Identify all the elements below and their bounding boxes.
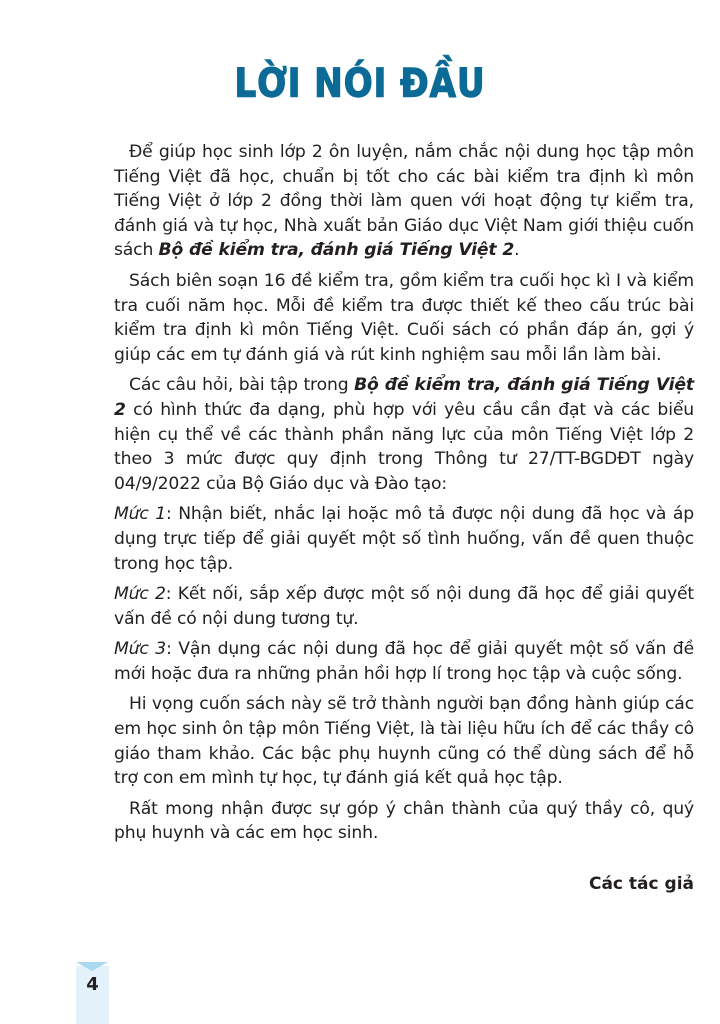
paragraph-hope: Hi vọng cuốn sách này sẽ trở thành người bạn đồng hành giúp các em học sinh ôn tập môn Tiếng Việt, là tài liệu hữu ích để các thầy cô giáo tham khảo. Các bậc phụ huynh cũng có thể dùng sách để hỗ trợ con em mình tự học, tự đánh giá kết quả học tập. <box>114 694 694 789</box>
level-3 <box>114 637 694 686</box>
page-title: LỜI NÓI ĐẦU <box>234 61 486 107</box>
level-label: Mức 2 <box>114 584 166 605</box>
book-title-emphasis: Bộ đề kiểm tra, đánh giá Tiếng Việt 2 <box>158 240 515 261</box>
level-text: : Kết nối, sắp xếp được một số nội dung đã học để giải quyết vấn đề có nội dung tương tự. <box>114 584 694 629</box>
level-1 <box>114 502 694 576</box>
level-text: : Nhận biết, nhắc lại hoặc mô tả được nội dung đã học và áp dụng trực tiếp để giải quyết một số tình huống, vấn đề quen thuộc trong học tập. <box>114 504 694 574</box>
page-number: 4 <box>86 974 99 995</box>
level-2 <box>114 582 694 631</box>
paragraph-text: Để giúp học sinh lớp 2 ôn luyện, nắm chắc nội dung học tập môn Tiếng Việt đã học, chuẩn bị tốt cho các bài kiểm tra định kì môn Tiếng Việt ở lớp 2 đồng thời làm quen với hoạt động tự kiểm tra, đánh giá và tự học, Nhà xuất bản Giáo dục Việt Nam giới thiệu cuốn sách <box>114 142 694 261</box>
paragraph-text: Các câu hỏi, bài tập trong <box>129 375 355 396</box>
paragraph-text: . <box>514 240 520 261</box>
paragraph-questions <box>114 373 694 496</box>
book-title-emphasis: Bộ đề kiểm tra, đánh giá Tiếng Việt 2 <box>114 375 694 420</box>
paragraph-text: có hình thức đa dạng, phù hợp với yêu cầu cần đạt và các biểu hiện cụ thể về các thành phần năng lực của môn Tiếng Việt lớp 2 theo 3 mức được quy định trong Thông tư 27/TT-BGDĐT ngày 04/9/2022 của Bộ Giáo dục và Đào tạo: <box>114 399 694 494</box>
paragraph-contents: Sách biên soạn 16 đề kiểm tra, gồm kiểm tra cuối học kì I và kiểm tra cuối năm học. Mỗi đề kiểm tra được thiết kế theo cấu trúc bài kiểm tra định kì môn Tiếng Việt. Cuối sách có phần đáp án, gợi ý giúp các em tự đánh giá và rút kinh nghiệm sau mỗi lần làm bài. <box>114 270 694 365</box>
level-text: : Vận dụng các nội dung đã học để giải quyết một số vấn đề mới hoặc đưa ra những phản hồi hợp lí trong học tập và cuộc sống. <box>114 639 694 684</box>
level-label: Mức 3 <box>114 639 167 660</box>
paragraph-intro <box>114 140 694 263</box>
paragraph-thanks: Rất mong nhận được sự góp ý chân thành của quý thầy cô, quý phụ huynh và các em học sinh. <box>114 798 694 844</box>
signature: Các tác giả <box>588 874 694 894</box>
page-tab-notch-icon <box>76 962 108 971</box>
level-label: Mức 1 <box>114 504 167 525</box>
preface-body <box>114 140 694 852</box>
